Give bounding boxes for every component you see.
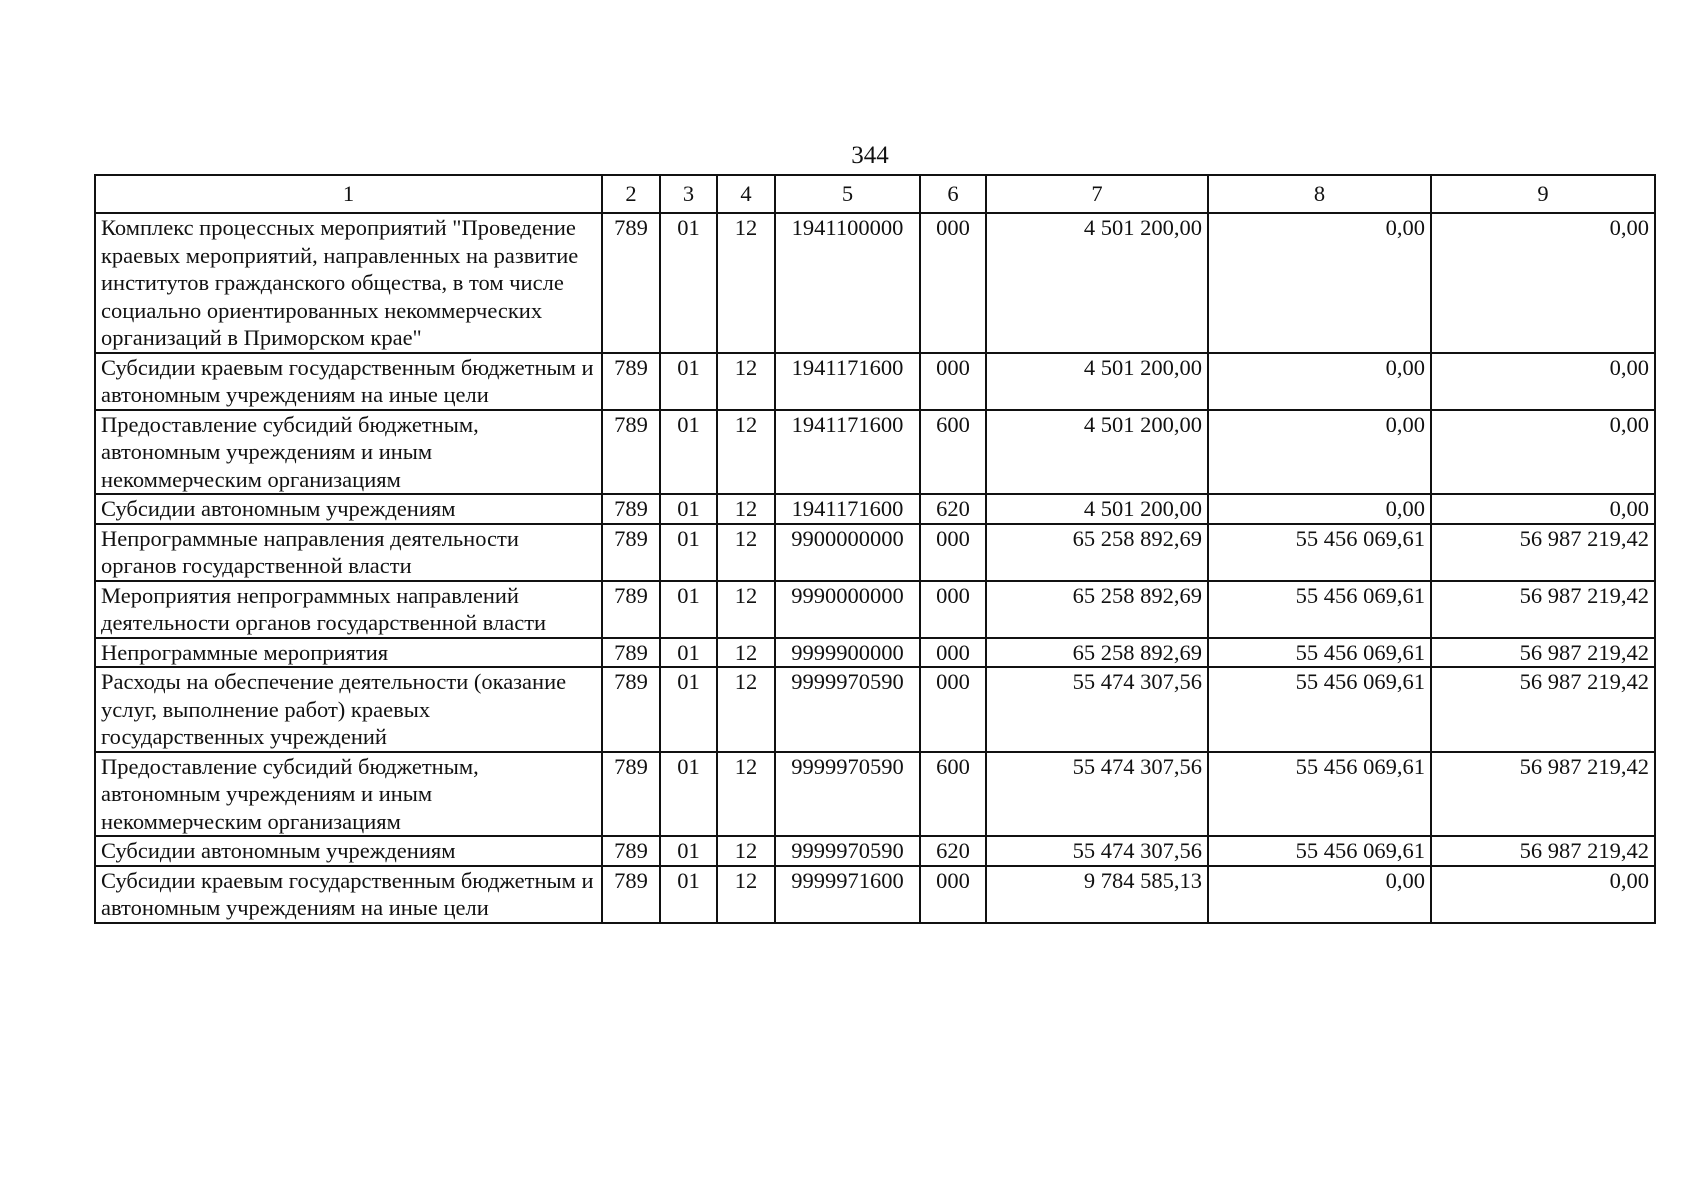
row-name: Непрограммные мероприятия [95, 638, 602, 668]
amount-year-2: 0,00 [1208, 494, 1431, 524]
expense-type-code: 000 [920, 581, 986, 638]
amount-year-3: 0,00 [1431, 213, 1655, 353]
column-header: 3 [660, 175, 717, 213]
column-header: 8 [1208, 175, 1431, 213]
admin-code: 789 [602, 638, 660, 668]
admin-code: 789 [602, 353, 660, 410]
subsection-code: 12 [717, 667, 775, 752]
amount-year-3: 0,00 [1431, 353, 1655, 410]
expense-type-code: 000 [920, 353, 986, 410]
column-header: 7 [986, 175, 1208, 213]
admin-code: 789 [602, 667, 660, 752]
target-article-code: 1941171600 [775, 410, 920, 495]
subsection-code: 12 [717, 524, 775, 581]
column-header: 1 [95, 175, 602, 213]
expense-type-code: 620 [920, 836, 986, 866]
section-code: 01 [660, 638, 717, 668]
budget-table [94, 174, 1656, 924]
column-header: 2 [602, 175, 660, 213]
target-article-code: 9900000000 [775, 524, 920, 581]
amount-year-1: 4 501 200,00 [986, 353, 1208, 410]
table-row [95, 752, 1655, 837]
amount-year-1: 4 501 200,00 [986, 213, 1208, 353]
table-row [95, 581, 1655, 638]
subsection-code: 12 [717, 581, 775, 638]
table-row [95, 353, 1655, 410]
target-article-code: 9999971600 [775, 866, 920, 923]
row-name: Расходы на обеспечение деятельности (оказание услуг, выполнение работ) краевых государственных учреждений [95, 667, 602, 752]
admin-code: 789 [602, 213, 660, 353]
amount-year-3: 56 987 219,42 [1431, 752, 1655, 837]
target-article-code: 9999900000 [775, 638, 920, 668]
admin-code: 789 [602, 581, 660, 638]
row-name: Субсидии краевым государственным бюджетным и автономным учреждениям на иные цели [95, 866, 602, 923]
table-row [95, 410, 1655, 495]
admin-code: 789 [602, 494, 660, 524]
table-row [95, 213, 1655, 353]
column-header: 5 [775, 175, 920, 213]
expense-type-code: 000 [920, 638, 986, 668]
admin-code: 789 [602, 866, 660, 923]
row-name: Субсидии автономным учреждениям [95, 836, 602, 866]
target-article-code: 9990000000 [775, 581, 920, 638]
admin-code: 789 [602, 752, 660, 837]
target-article-code: 9999970590 [775, 836, 920, 866]
subsection-code: 12 [717, 353, 775, 410]
column-header: 6 [920, 175, 986, 213]
amount-year-2: 0,00 [1208, 410, 1431, 495]
amount-year-2: 55 456 069,61 [1208, 836, 1431, 866]
amount-year-1: 55 474 307,56 [986, 667, 1208, 752]
amount-year-2: 0,00 [1208, 866, 1431, 923]
amount-year-1: 55 474 307,56 [986, 752, 1208, 837]
table-row [95, 836, 1655, 866]
section-code: 01 [660, 410, 717, 495]
amount-year-1: 55 474 307,56 [986, 836, 1208, 866]
page-number: 344 [851, 142, 889, 169]
amount-year-2: 0,00 [1208, 353, 1431, 410]
table-row [95, 866, 1655, 923]
amount-year-3: 0,00 [1431, 410, 1655, 495]
amount-year-3: 56 987 219,42 [1431, 667, 1655, 752]
subsection-code: 12 [717, 494, 775, 524]
row-name: Комплекс процессных мероприятий "Проведение краевых мероприятий, направленных на развитие институтов гражданского общества, в том числе социально ориентированных некоммерческих организаций в Приморском крае" [95, 213, 602, 353]
table-row [95, 638, 1655, 668]
table-header [95, 175, 1655, 213]
section-code: 01 [660, 353, 717, 410]
row-name: Предоставление субсидий бюджетным, автономным учреждениям и иным некоммерческим организациям [95, 410, 602, 495]
target-article-code: 1941100000 [775, 213, 920, 353]
admin-code: 789 [602, 836, 660, 866]
admin-code: 789 [602, 524, 660, 581]
amount-year-3: 56 987 219,42 [1431, 581, 1655, 638]
section-code: 01 [660, 494, 717, 524]
section-code: 01 [660, 524, 717, 581]
row-name: Субсидии краевым государственным бюджетным и автономным учреждениям на иные цели [95, 353, 602, 410]
amount-year-2: 55 456 069,61 [1208, 581, 1431, 638]
header-row [95, 175, 1655, 213]
subsection-code: 12 [717, 752, 775, 837]
section-code: 01 [660, 866, 717, 923]
target-article-code: 1941171600 [775, 494, 920, 524]
target-article-code: 1941171600 [775, 353, 920, 410]
amount-year-3: 0,00 [1431, 866, 1655, 923]
amount-year-3: 56 987 219,42 [1431, 524, 1655, 581]
table-row [95, 494, 1655, 524]
amount-year-1: 4 501 200,00 [986, 494, 1208, 524]
table-row [95, 524, 1655, 581]
amount-year-1: 4 501 200,00 [986, 410, 1208, 495]
section-code: 01 [660, 667, 717, 752]
section-code: 01 [660, 836, 717, 866]
amount-year-3: 0,00 [1431, 494, 1655, 524]
expense-type-code: 000 [920, 667, 986, 752]
table-row [95, 667, 1655, 752]
section-code: 01 [660, 752, 717, 837]
amount-year-2: 0,00 [1208, 213, 1431, 353]
row-name: Предоставление субсидий бюджетным, автономным учреждениям и иным некоммерческим организациям [95, 752, 602, 837]
target-article-code: 9999970590 [775, 667, 920, 752]
row-name: Непрограммные направления деятельности органов государственной власти [95, 524, 602, 581]
amount-year-1: 65 258 892,69 [986, 524, 1208, 581]
column-header: 9 [1431, 175, 1655, 213]
table-body [95, 213, 1655, 923]
section-code: 01 [660, 581, 717, 638]
amount-year-2: 55 456 069,61 [1208, 752, 1431, 837]
subsection-code: 12 [717, 836, 775, 866]
amount-year-3: 56 987 219,42 [1431, 836, 1655, 866]
amount-year-3: 56 987 219,42 [1431, 638, 1655, 668]
expense-type-code: 620 [920, 494, 986, 524]
amount-year-2: 55 456 069,61 [1208, 667, 1431, 752]
section-code: 01 [660, 213, 717, 353]
expense-type-code: 000 [920, 213, 986, 353]
row-name: Субсидии автономным учреждениям [95, 494, 602, 524]
row-name: Мероприятия непрограммных направлений деятельности органов государственной власти [95, 581, 602, 638]
amount-year-1: 65 258 892,69 [986, 581, 1208, 638]
subsection-code: 12 [717, 638, 775, 668]
subsection-code: 12 [717, 410, 775, 495]
amount-year-2: 55 456 069,61 [1208, 638, 1431, 668]
target-article-code: 9999970590 [775, 752, 920, 837]
admin-code: 789 [602, 410, 660, 495]
subsection-code: 12 [717, 866, 775, 923]
subsection-code: 12 [717, 213, 775, 353]
expense-type-code: 600 [920, 752, 986, 837]
expense-type-code: 000 [920, 524, 986, 581]
expense-type-code: 600 [920, 410, 986, 495]
amount-year-1: 9 784 585,13 [986, 866, 1208, 923]
expense-type-code: 000 [920, 866, 986, 923]
amount-year-2: 55 456 069,61 [1208, 524, 1431, 581]
amount-year-1: 65 258 892,69 [986, 638, 1208, 668]
column-header: 4 [717, 175, 775, 213]
